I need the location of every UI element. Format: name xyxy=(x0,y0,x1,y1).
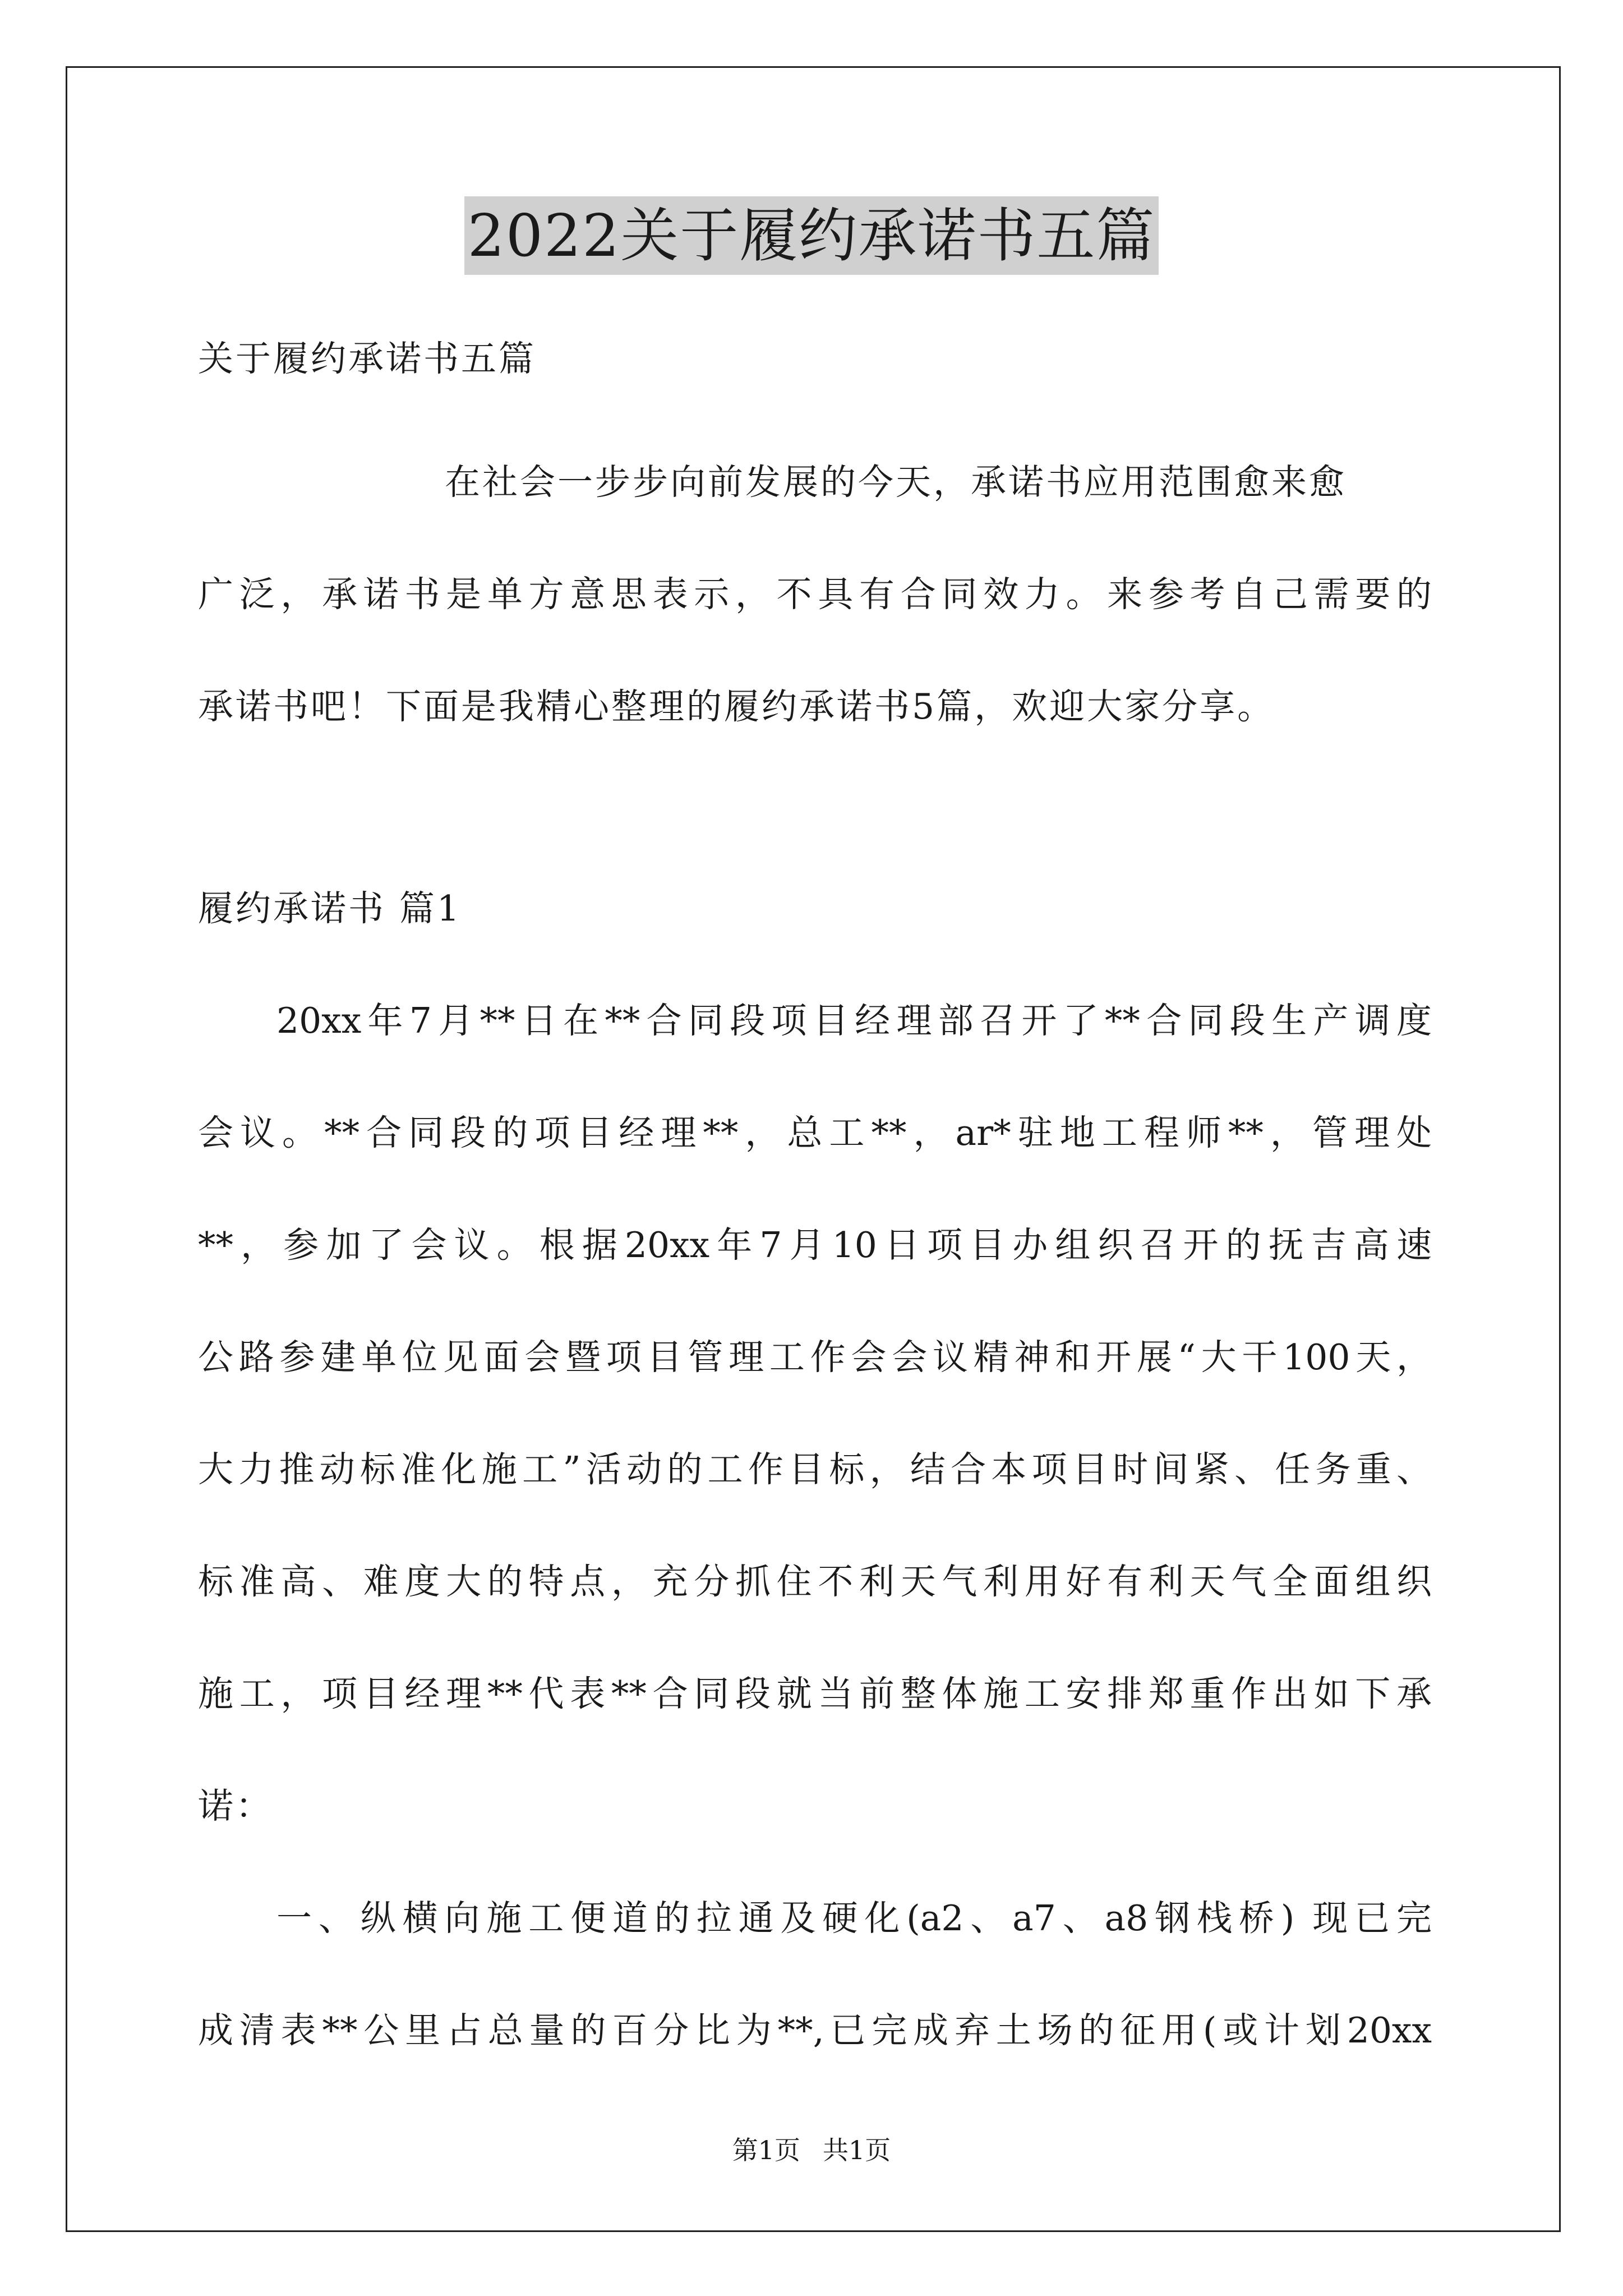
paragraph-line: 在社会一步步向前发展的今天，承诺书应用范围愈来愈 xyxy=(445,462,1347,503)
paragraph-line: 20xx年7月**日在**合同段项目经理部召开了**合同段生产调度 xyxy=(276,1000,1432,1041)
paragraph-line: 广泛，承诺书是单方意思表示，不具有合同效力。来参考自己需要的 xyxy=(198,574,1432,615)
title-container xyxy=(0,196,1623,275)
section-heading: 履约承诺书 篇1 xyxy=(198,888,462,929)
paragraph-line: 标准高、难度大的特点，充分抓住不利天气利用好有利天气全面组织 xyxy=(198,1561,1432,1602)
paragraph-line: 施工，项目经理**代表**合同段就当前整体施工安排郑重作出如下承 xyxy=(198,1673,1432,1714)
paragraph-line: 承诺书吧！下面是我精心整理的履约承诺书5篇，欢迎大家分享。 xyxy=(198,686,1275,727)
paragraph-line: 会议。**合同段的项目经理**，总工**，ar*驻地工程师**，管理处 xyxy=(198,1112,1432,1153)
subtitle: 关于履约承诺书五篇 xyxy=(198,338,536,379)
paragraph-line: 大力推动标准化施工”活动的工作目标，结合本项目时间紧、任务重、 xyxy=(198,1449,1432,1490)
page-number: 第1页 xyxy=(732,2135,800,2165)
paragraph-line: 一、纵横向施工便道的拉通及硬化(a2、a7、a8钢栈桥) 现已完 xyxy=(276,1898,1432,1939)
paragraph-line: **，参加了会议。根据20xx年7月10日项目办组织召开的抚吉高速 xyxy=(198,1225,1432,1266)
page-total: 共1页 xyxy=(823,2135,891,2165)
page-footer xyxy=(0,2133,1623,2167)
paragraph-line: 诺： xyxy=(198,1786,273,1826)
document-title: 2022关于履约承诺书五篇 xyxy=(464,196,1159,275)
paragraph-line: 成清表**公里占总量的百分比为**,已完成弃土场的征用(或计划20xx xyxy=(198,2010,1432,2051)
paragraph-line: 公路参建单位见面会暨项目管理工作会会议精神和开展“大干100天， xyxy=(198,1337,1432,1378)
